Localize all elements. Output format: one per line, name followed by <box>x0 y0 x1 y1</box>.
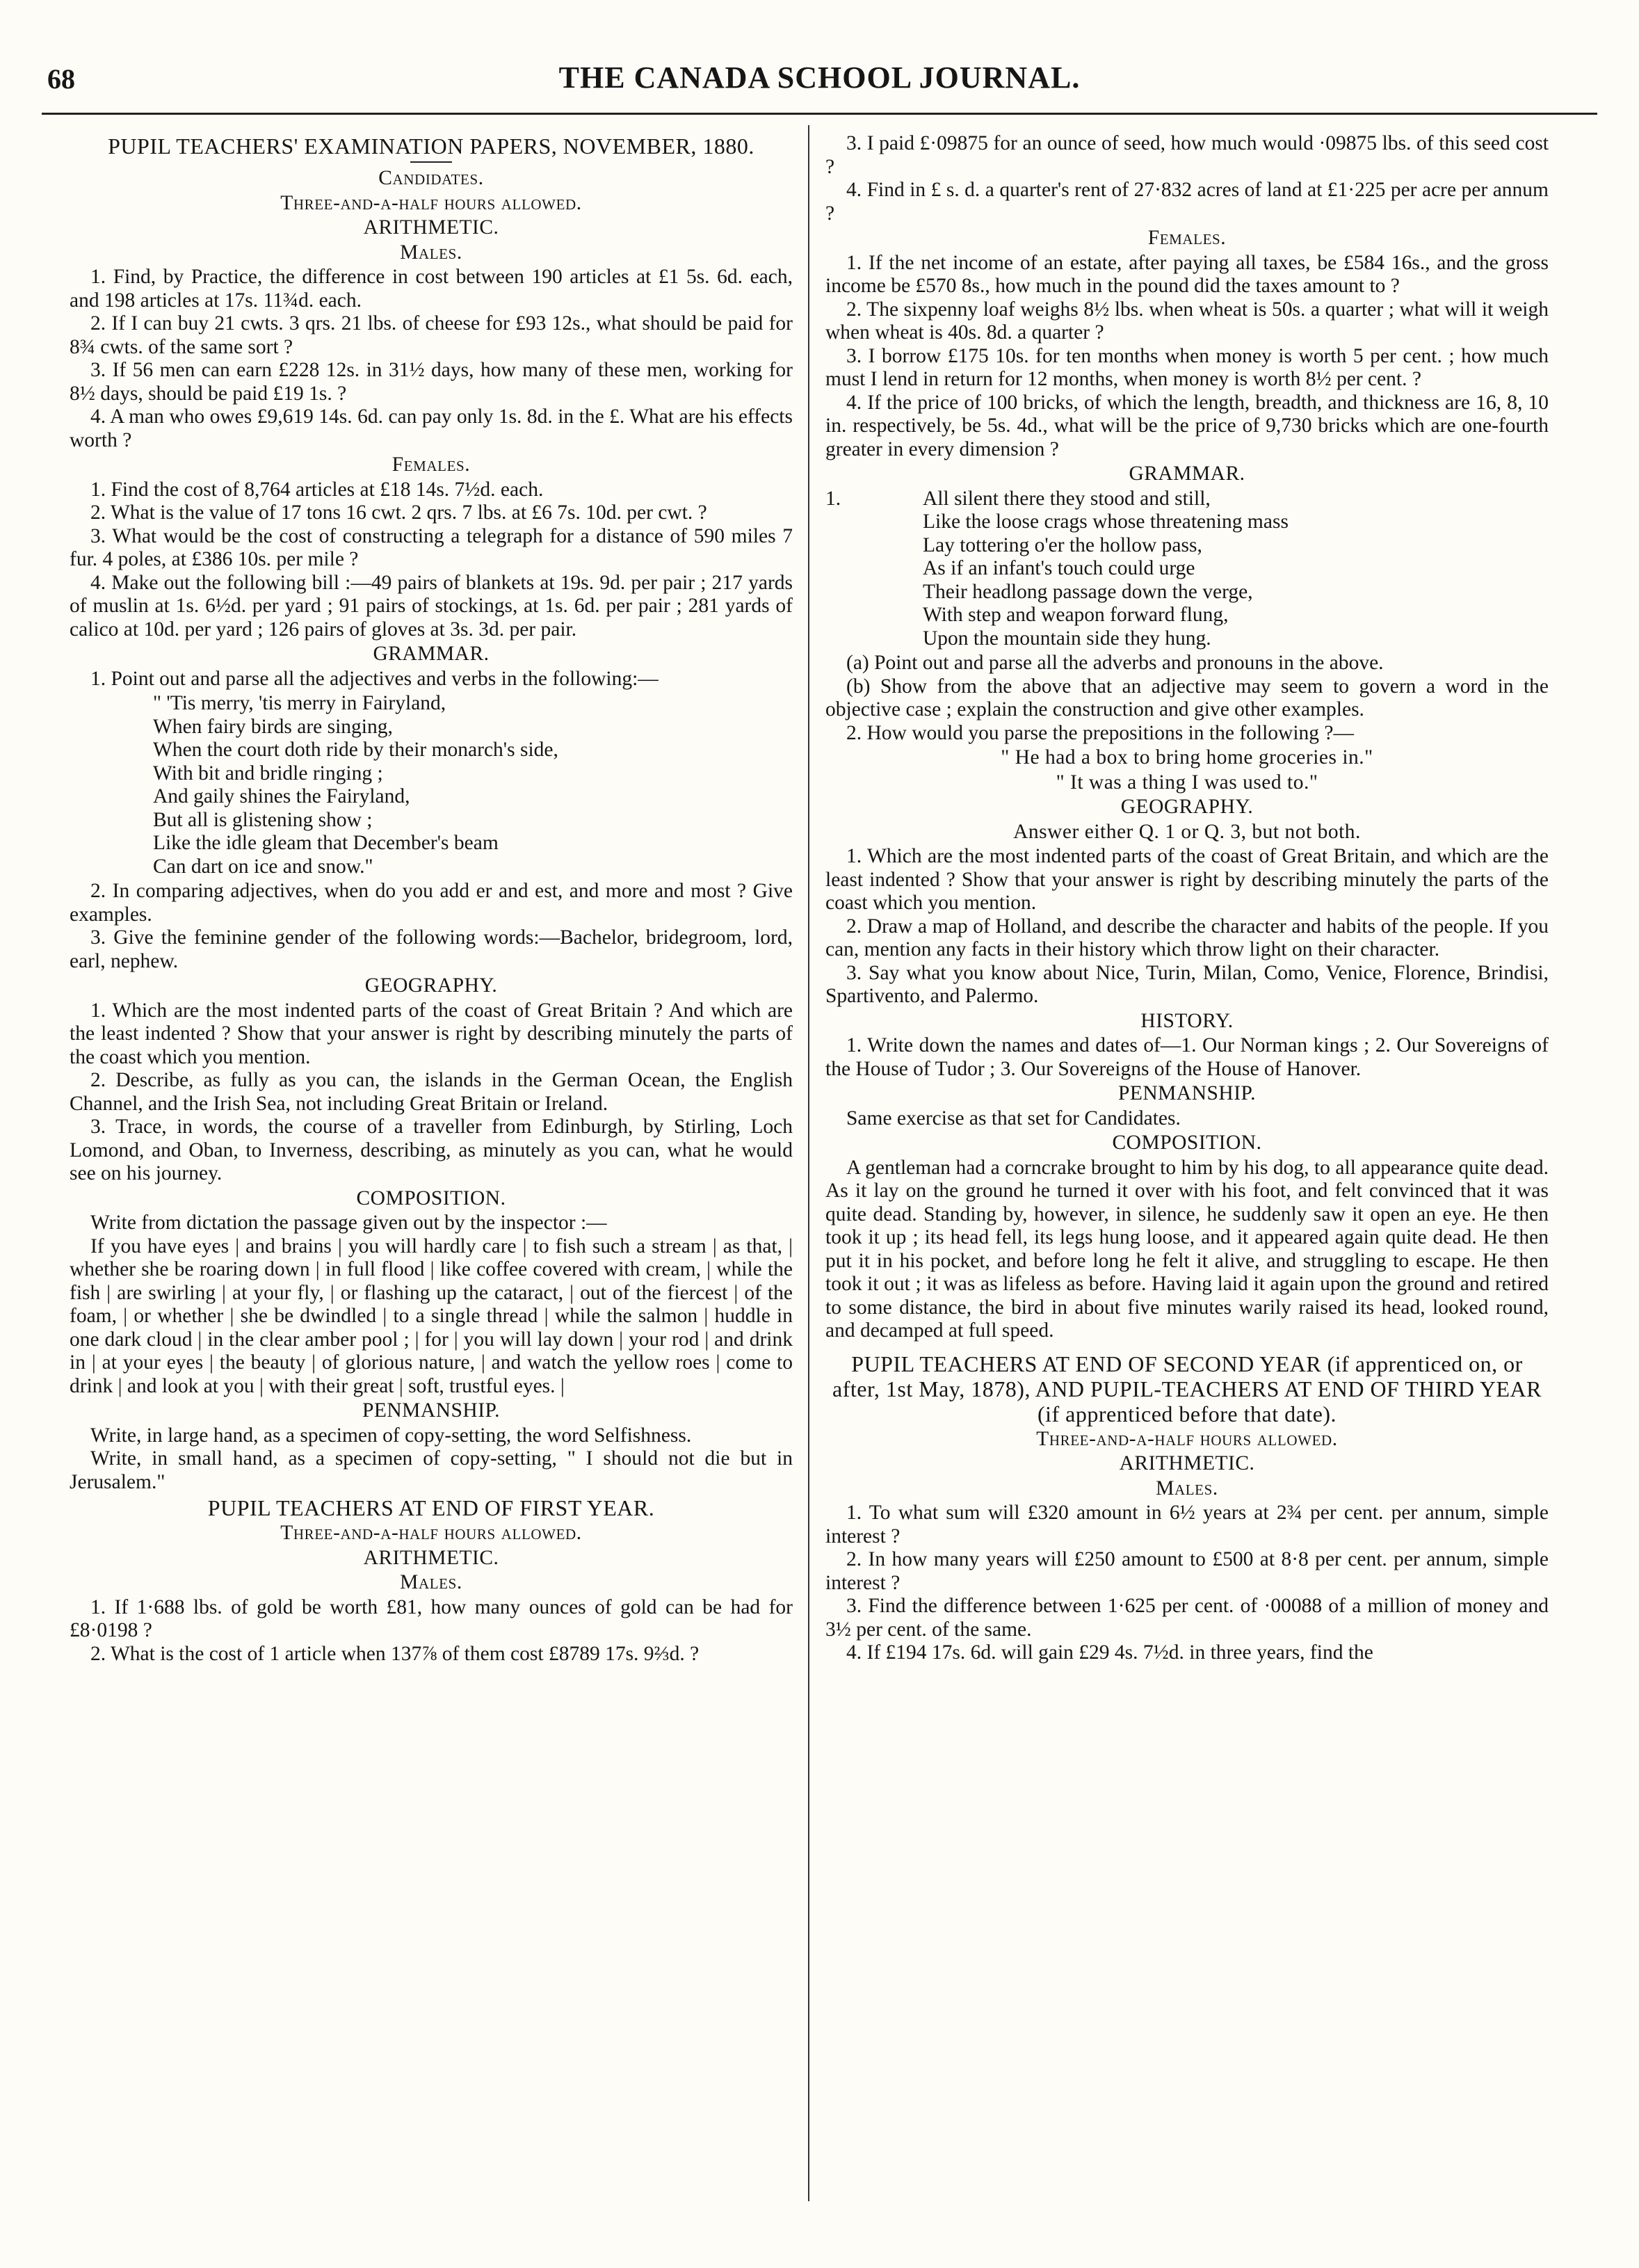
poem-block <box>825 488 1549 651</box>
question: 1. Which are the most indented parts of the coast of Great Britain ? And which are the least indented ? Show that your answer is right by describing minutely the parts of the coast which you mention. <box>70 999 793 1068</box>
instruction: Write from dictation the passage given out by the inspector :— <box>90 1212 607 1234</box>
grammar-heading: GRAMMAR. <box>373 643 490 665</box>
right-column <box>825 132 1549 2219</box>
exam-title: PUPIL TEACHERS' EXAMINATION PAPERS, NOVEMBER, 1880. <box>108 134 754 159</box>
geography-heading: GEOGRAPHY. <box>1120 796 1254 818</box>
question: 4. A man who owes £9,619 14s. 6d. can pay only 1s. 8d. in the £. What are his effects worth ? <box>70 405 793 451</box>
arithmetic-heading: ARITHMETIC. <box>363 216 499 239</box>
quote-line: " It was a thing I was used to." <box>1056 771 1318 794</box>
question: 4. If the price of 100 bricks, of which the length, breadth, and thickness are 16, 8, 10 in. respectively, be 5s. 4d., what will be the price of 9,730 bricks which are one-fourth greater in every dimension ? <box>825 391 1549 460</box>
question: 1. Find the cost of 8,764 articles at £18 14s. 7½d. each. <box>90 478 544 501</box>
question: (b) Show from the above that an adjective may seem to govern a word in the objective case ; explain the construction and give other examples. <box>825 675 1549 721</box>
arithmetic-heading: ARITHMETIC. <box>363 1546 499 1569</box>
page-number: 68 <box>47 63 75 95</box>
column-divider <box>808 125 809 2201</box>
question: (a) Point out and parse all the adverbs and pronouns in the above. <box>846 652 1384 674</box>
question: 3. Trace, in words, the course of a traveller from Edinburgh, by Stirling, Loch Lomond, and Oban, to Inverness, describing, as minutely as you can, what he would see on his journey. <box>70 1116 793 1184</box>
question: 3. I paid £·09875 for an ounce of seed, how much would ·09875 lbs. of this seed cost ? <box>825 132 1549 178</box>
question: 1. If 1·688 lbs. of gold be worth £81, how many ounces of gold can be had for £8·0198 ? <box>70 1595 793 1641</box>
question: 2. What is the value of 17 tons 16 cwt. 2 qrs. 7 lbs. at £6 7s. 10d. per cwt. ? <box>90 501 707 524</box>
time-allowed: Three-and-a-half hours allowed. <box>280 191 582 214</box>
dictation-passage: If you have eyes | and brains | you will hardly care | to fish such a stream | as that, | whether she be roaring down | in full flood | like coffee covered with cream, | while the fish | are swirling | at your fly, | or flashing up the cataract, | out of the fiercest | of the foam, | or whether | she be dwindled | to a single thread | while the salmon | huddle in one dark cloud | in the clear amber pool ; | for | you will lay down | your rod | and drink in | at your eyes | the beauty | of glorious nature, | and watch the yellow roes | come to drink | and look at you | with their great | soft, trustful eyes. | <box>70 1234 793 1397</box>
males-heading: Males. <box>400 1571 462 1593</box>
females-heading: Females. <box>1147 227 1227 249</box>
quote-line: " He had a box to bring home groceries in." <box>1001 746 1373 769</box>
composition-heading: COMPOSITION. <box>1112 1132 1262 1154</box>
first-year-heading: PUPIL TEACHERS AT END OF FIRST YEAR. <box>207 1495 655 1520</box>
composition-passage: A gentleman had a corncrake brought to him by his dog, to all appearance quite dead. As it lay on the ground he turned it over with his foot, and felt convinced that it was quite dead. Standing by, however, in silence, he suddenly saw it open an eye. He then took it up ; its head fell, its legs hung loose, and it appeared again quite dead. He then put it in his pocket, and before long he felt it alive, and struggling to escape. He then took it out ; it was as lifeless as before. Having laid it again upon the ground and retired to some distance, the bird in about five minutes warily raised its head, looked round, and decamped at full speed. <box>825 1156 1549 1342</box>
question: 3. Give the feminine gender of the following words:—Bachelor, bridegroom, lord, earl, nephew. <box>70 926 793 972</box>
question: 3. What would be the cost of constructing a telegraph for a distance of 590 miles 7 fur. 4 poles, at £386 10s. per mile ? <box>70 524 793 570</box>
question: 3. Find the difference between 1·625 per cent. of ·00088 of a million of money and 3½ per cent. of the same. <box>825 1595 1549 1641</box>
history-heading: HISTORY. <box>1140 1009 1234 1032</box>
composition-heading: COMPOSITION. <box>356 1187 506 1209</box>
question: 4. Make out the following bill :—49 pairs of blankets at 19s. 9d. per pair ; 217 yards of muslin at 1s. 6½d. per yard ; 91 pairs of stockings, at 1s. 6d. per pair ; 281 yards of calico at 10d. per yard ; 126 pairs of gloves at 3s. 3d. per pair. <box>70 571 793 641</box>
question: 2. In comparing adjectives, when do you add er and est, and more and most ? Give examples. <box>70 880 793 926</box>
question: 2. The sixpenny loaf weighs 8½ lbs. when wheat is 50s. a quarter ; what will it weigh when wheat is 40s. 8d. a quarter ? <box>825 298 1549 344</box>
title-dash <box>410 161 452 163</box>
question: 1. Which are the most indented parts of the coast of Great Britain, and which are the least indented ? Show that your answer is right by describing minutely the parts of the coast which you mention. <box>825 845 1549 914</box>
question: 2. Describe, as fully as you can, the islands in the German Ocean, the English Channel, and the Irish Sea, not including Great Britain or Ireland. <box>70 1069 793 1115</box>
question-number: 1. <box>825 487 841 510</box>
males-heading: Males. <box>400 241 462 264</box>
arithmetic-heading: ARITHMETIC. <box>1119 1452 1255 1474</box>
journal-title: THE CANADA SCHOOL JOURNAL. <box>558 61 1081 95</box>
question: 1. Find, by Practice, the difference in cost between 190 articles at £1 5s. 6d. each, and 198 articles at 17s. 11¾d. each. <box>70 266 793 312</box>
poem-excerpt: " 'Tis merry, 'tis merry in Fairyland, When fairy birds are singing, When the court doth ride by their monarch's side, With bit and bridle ringing ; And gaily shines the Fairyland, But all is glistening show ; Like the idle gleam that December's beam Can dart on ice and snow." <box>153 692 558 878</box>
females-heading: Females. <box>391 453 471 476</box>
geography-heading: GEOGRAPHY. <box>364 974 498 997</box>
males-heading: Males. <box>1156 1477 1218 1499</box>
grammar-heading: GRAMMAR. <box>1129 463 1245 485</box>
question: 1. If the net income of an estate, after paying all taxes, be £584 16s., and the gross income be £570 8s., how much in the pound did the taxes amount to ? <box>825 251 1549 297</box>
page-header <box>42 50 1597 115</box>
question: 1. Write down the names and dates of—1. Our Norman kings ; 2. Our Sovereigns of the House of Tudor ; 3. Our Sovereigns of the House of Hanover. <box>825 1034 1549 1080</box>
question: 2. How would you parse the prepositions in the following ?— <box>846 721 1355 744</box>
time-allowed: Three-and-a-half hours allowed. <box>280 1522 582 1544</box>
spacer <box>825 1343 1549 1350</box>
question: 2. Draw a map of Holland, and describe the character and habits of the people. If you can, mention any facts in their history which throw light on their character. <box>825 915 1549 960</box>
question: 2. If I can buy 21 cwts. 3 qrs. 21 lbs. of cheese for £93 12s., what should be paid for 8¾ cwts. of the same sort ? <box>70 312 793 358</box>
question: 4. Find in £ s. d. a quarter's rent of 27·832 acres of land at £1·225 per acre per annum ? <box>825 179 1549 225</box>
question: 3. I borrow £175 10s. for ten months when money is worth 5 per cent. ; how much must I lend in return for 12 months, when money is worth 8½ per cent. ? <box>825 344 1549 390</box>
question: 2. What is the cost of 1 article when 137⅞ of them cost £8789 17s. 9⅔d. ? <box>90 1642 700 1665</box>
question: 3. Say what you know about Nice, Turin, Milan, Como, Venice, Florence, Brindisi, Spartivento, and Palermo. <box>825 961 1549 1007</box>
penmanship-heading: PENMANSHIP. <box>1117 1082 1257 1104</box>
question: 1. To what sum will £320 amount in 6½ years at 2¾ per cent. per annum, simple interest ? <box>825 1502 1549 1547</box>
left-column <box>70 132 793 2219</box>
second-year-heading: PUPIL TEACHERS AT END OF SECOND YEAR (if apprenticed on, or after, 1st May, 1878), AND PUPIL-TEACHERS AT END OF THIRD YEAR (if apprenticed before that date). <box>832 1351 1542 1426</box>
instruction: Write, in large hand, as a specimen of copy-setting, the word Selfishness. <box>90 1424 692 1447</box>
question: 1. Point out and parse all the adjectives and verbs in the following:— <box>90 667 659 690</box>
time-allowed: Three-and-a-half hours allowed. <box>1036 1427 1338 1450</box>
candidates-heading: Candidates. <box>378 167 484 189</box>
question: 3. If 56 men can earn £228 12s. in 31½ days, how many of these men, working for 8½ days, should be paid £19 1s. ? <box>70 359 793 405</box>
instruction: Same exercise as that set for Candidates. <box>846 1107 1181 1129</box>
question: 2. In how many years will £250 amount to £500 at 8·8 per cent. per annum, simple interest ? <box>825 1548 1549 1594</box>
geography-note: Answer either Q. 1 or Q. 3, but not both. <box>1013 820 1361 843</box>
instruction: Write, in small hand, as a specimen of copy-setting, " I should not die but in Jerusalem." <box>70 1447 793 1493</box>
penmanship-heading: PENMANSHIP. <box>362 1399 501 1422</box>
poem-excerpt: All silent there they stood and still, Like the loose crags whose threatening mass Lay tottering o'er the hollow pass, As if an infant's touch could urge Their headlong passage down the verge, With step and weapon forward flung, Upon the mountain side they hung. <box>923 487 1289 650</box>
question: 4. If £194 17s. 6d. will gain £29 4s. 7½d. in three years, find the <box>846 1641 1373 1664</box>
